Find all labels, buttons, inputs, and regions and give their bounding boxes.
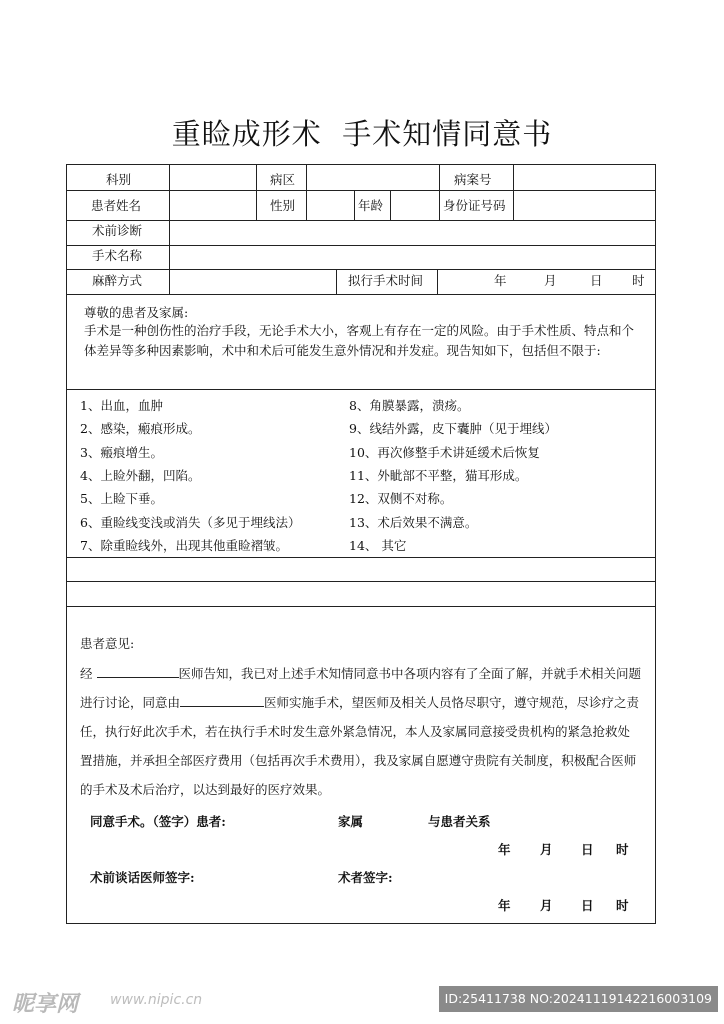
sign-month-2: 月 bbox=[540, 898, 553, 913]
sign-day-2: 日 bbox=[581, 898, 594, 913]
time-day: 日 bbox=[590, 273, 603, 288]
watermark-bar bbox=[0, 984, 724, 1024]
risk-item: 4、上睑外翻，凹陷。 bbox=[80, 468, 201, 483]
sign-hour-2: 时 bbox=[616, 898, 629, 913]
sign-agree: 同意手术。（签字）患者: bbox=[90, 814, 226, 829]
sign-year-1: 年 bbox=[498, 842, 511, 857]
intro-greeting: 尊敬的患者及家属: bbox=[84, 305, 189, 320]
label-ward: 病区 bbox=[270, 172, 296, 187]
sign-year-2: 年 bbox=[498, 898, 511, 913]
label-surgery-name: 手术名称 bbox=[92, 248, 143, 263]
risk-item: 1、出血，血肿 bbox=[80, 398, 163, 413]
sign-pre-doctor: 术前谈话医师签字: bbox=[90, 870, 195, 885]
time-month: 月 bbox=[544, 273, 557, 288]
risk-item: 6、重睑线变浅或消失（多见于埋线法） bbox=[80, 515, 301, 530]
opinion-label: 患者意见: bbox=[80, 636, 135, 651]
risk-item: 8、角膜暴露，溃疡。 bbox=[349, 398, 470, 413]
watermark-logo: 昵享网 bbox=[12, 992, 79, 1017]
opinion-part1: 医师告知，我已对上述手术知情同意书中各项内容有了全面了解，并就手术相关问题进行讨论，同意由 bbox=[80, 666, 642, 710]
risk-item: 14、 其它 bbox=[349, 538, 407, 553]
opinion-prefix: 经 bbox=[80, 666, 93, 681]
label-dept: 科别 bbox=[106, 172, 132, 187]
risk-item: 12、双侧不对称。 bbox=[349, 491, 453, 506]
time-year: 年 bbox=[494, 273, 507, 288]
risk-item: 13、术后效果不满意。 bbox=[349, 515, 478, 530]
label-age: 年龄 bbox=[358, 198, 384, 213]
label-record-no: 病案号 bbox=[454, 172, 492, 187]
risk-item: 10、再次修整手术讲延缓术后恢复 bbox=[349, 445, 540, 460]
watermark-url: www.nipic.cn bbox=[110, 992, 203, 1008]
sign-hour-1: 时 bbox=[616, 842, 629, 857]
sign-day-1: 日 bbox=[581, 842, 594, 857]
label-patient-name: 患者姓名 bbox=[91, 198, 142, 213]
risk-item: 9、线结外露，皮下囊肿（见于埋线） bbox=[349, 421, 557, 436]
watermark-id: ID:25411738 NO:20241119142216003109 bbox=[439, 986, 718, 1012]
risk-item: 2、感染，瘢痕形成。 bbox=[80, 421, 201, 436]
sign-surgeon: 术者签字: bbox=[338, 870, 393, 885]
risk-item: 3、瘢痕增生。 bbox=[80, 445, 163, 460]
label-pre-diagnosis: 术前诊断 bbox=[92, 223, 143, 238]
label-id-no: 身份证号码 bbox=[443, 198, 506, 213]
intro-text: 手术是一种创伤性的治疗手段，无论手术大小，客观上有存在一定的风险。由于手术性质、特点和个体差异等多种因素影响，术中和术后可能发生意外情况和并发症。现告知如下，包括但不限于: bbox=[84, 323, 635, 358]
label-anesthesia: 麻醉方式 bbox=[92, 273, 143, 288]
label-planned-time: 拟行手术时间 bbox=[348, 273, 424, 288]
opinion-part2: 医师实施手术，望医师及相关人员恪尽职守，遵守规范，尽诊疗之责任，执行好此次手术，若在执行手术时发生意外紧急情况，本人及家属同意接受贵机构的紧急抢救处置措施，并承担全部医疗费用（包括再次手术费用），我及家属自愿遵守贵院有关制度，积极配合医师的手术及术后治疗，以达到最好的医疗效果。 bbox=[80, 695, 640, 797]
risk-item: 5、上睑下垂。 bbox=[80, 491, 163, 506]
opinion-text bbox=[80, 659, 642, 804]
sign-family: 家属 bbox=[338, 814, 364, 829]
sign-relation: 与患者关系 bbox=[428, 814, 491, 829]
surgeon-blank bbox=[180, 694, 264, 707]
label-gender: 性别 bbox=[270, 198, 296, 213]
time-hour: 时 bbox=[632, 273, 645, 288]
doctor-blank bbox=[97, 665, 179, 678]
risk-item: 7、除重睑线外，出现其他重睑褶皱。 bbox=[80, 538, 288, 553]
risk-item: 11、外眦部不平整，猫耳形成。 bbox=[349, 468, 528, 483]
page-title: 重睑成形术 手术知情同意书 bbox=[171, 117, 553, 151]
sign-month-1: 月 bbox=[540, 842, 553, 857]
